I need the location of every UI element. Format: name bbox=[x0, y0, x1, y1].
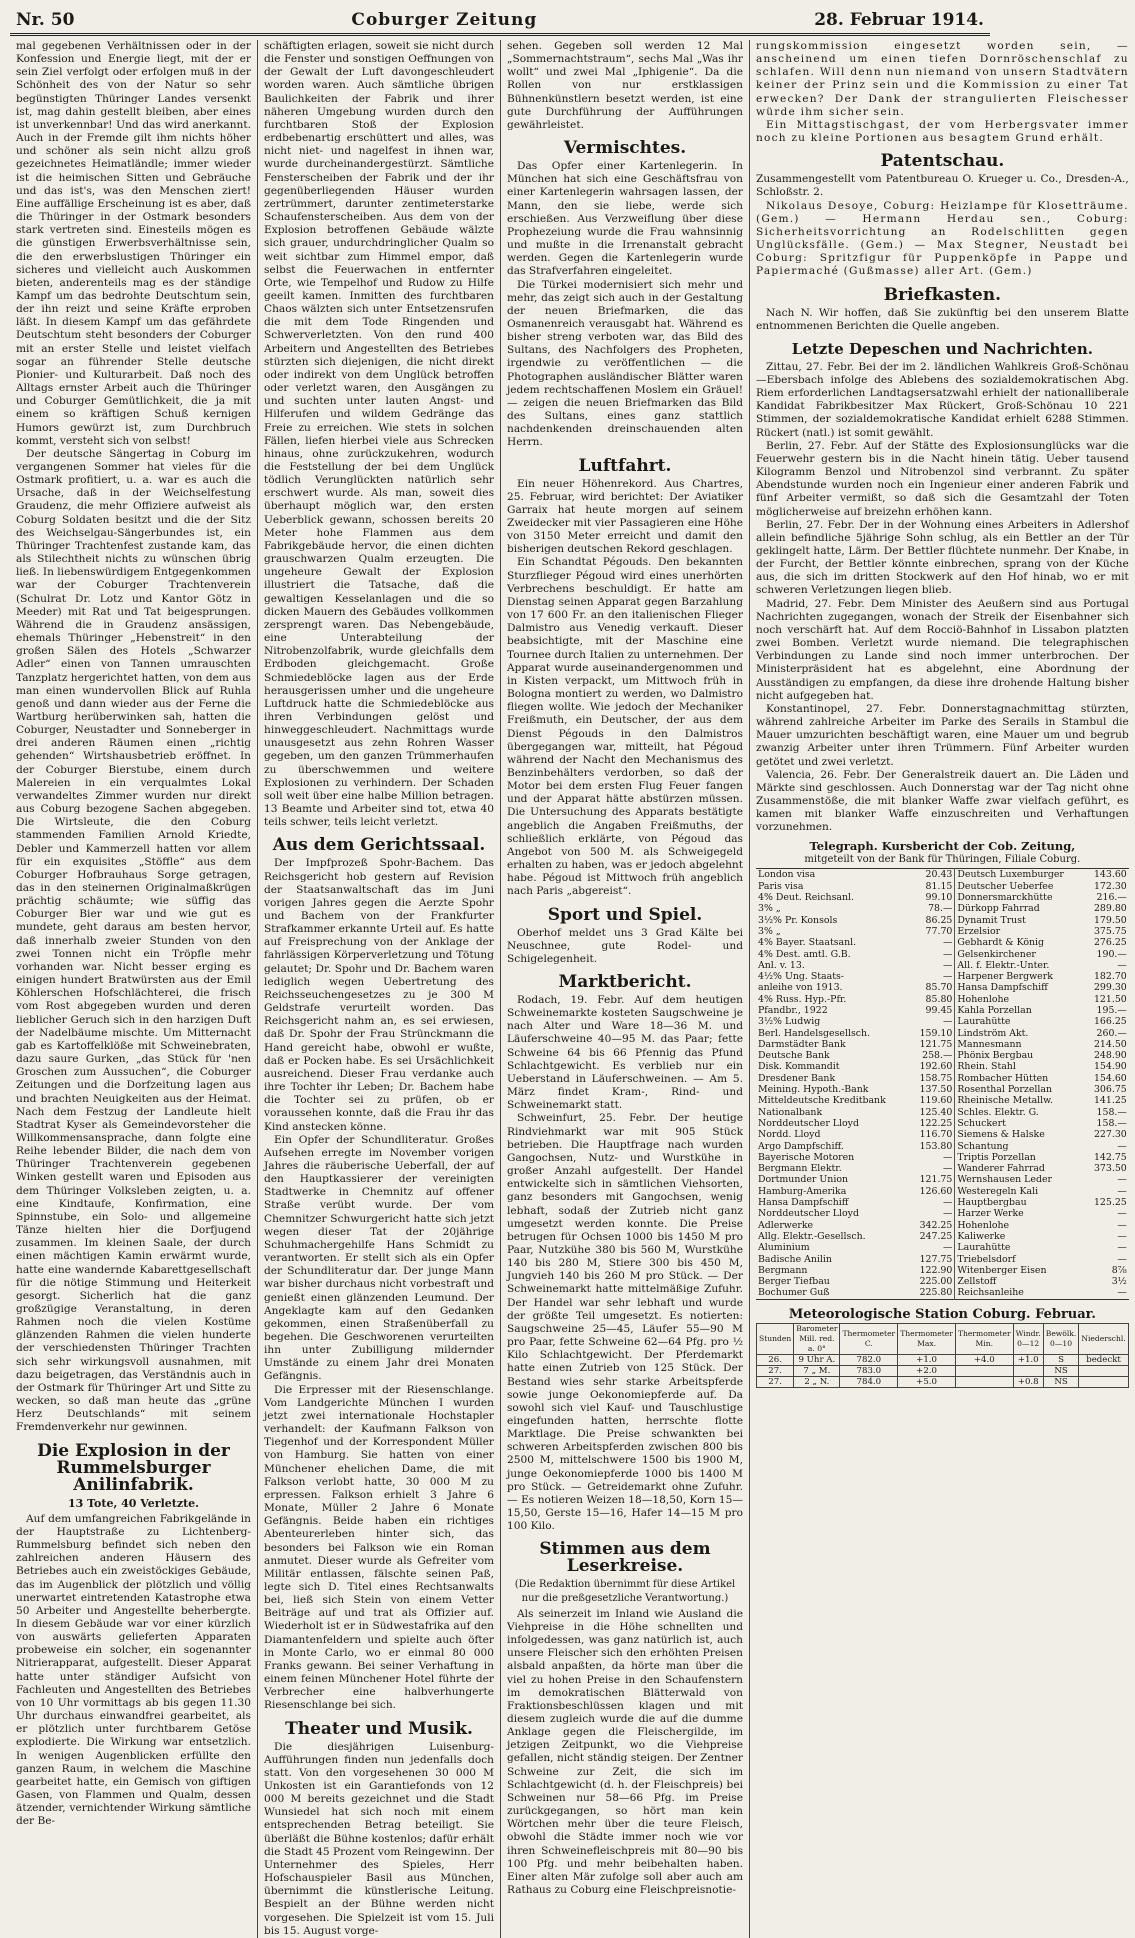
stock-name: Darmstädter Bank bbox=[758, 1038, 846, 1050]
stock-value: 153.80 bbox=[911, 1141, 955, 1152]
weather-header: Bewölk. 0—10 bbox=[1043, 1323, 1079, 1354]
stock-name: Deutsche Bank bbox=[758, 1050, 830, 1062]
weather-cell: 2 „ N. bbox=[794, 1376, 840, 1387]
stock-name: Mannesmann bbox=[957, 1038, 1022, 1050]
stock-name: Meining. Hypoth.-Bank bbox=[758, 1084, 869, 1096]
stock-row bbox=[756, 1028, 1129, 1039]
stock-name: Badische Anilin bbox=[758, 1253, 832, 1265]
stock-name: Westeregeln Kali bbox=[957, 1185, 1039, 1197]
weather-header: Windr. 0—12 bbox=[1013, 1323, 1043, 1354]
stock-value: 126.60 bbox=[911, 1186, 955, 1197]
article-paragraph: Die Türkei modernisiert sich mehr und mehr, das zeigt sich auch in der Gestaltung der neuen Briefmarken, die das Osmanenreich verausgabt hat. Während es bisher streng verboten war, das Bild des Sultans, des Nachfolgers des Propheten, irgendwie zu veröffentlichen — die Photographen ausländischer Blätter waren jedem rechtschaffenen Moslem ein Gräuel! — zeigen die neuen Briefmarken das Bild des Sultans, eines ganz stattlich nachdenkenden dreinschauenden alten Herrn. bbox=[507, 278, 743, 449]
stock-name: Gebhardt & König bbox=[957, 937, 1045, 949]
stock-row bbox=[756, 1163, 1129, 1174]
article-paragraph: Ein Opfer der Schundliteratur. Großes Aufsehen erregte im November vorigen Jahres die räuberische Ueberfall, der auf den Hauptkassierer der vereinigten Stadtwerke in Chemnitz auf offener Straße verübt wurde. Der vom Chemnitzer Schwurgericht hatte sich jetzt wegen dieser Tat der 20jährige Schuhmachergehilfe Hans Schmidt zu verantworten. Er stellt sich als ein Opfer der Schundliteratur dar. Der junge Mann war bisher durchaus nicht vorbestraft und genießt einen glänzenden Leumund. Der Angeklagte kam auf den Gedanken gekommen, einen Straßenüberfall zu begehen. Die Geschworenen verurteilten ihn unter Zubilligung mildernder Umstände zu einem Jahr drei Monaten Gefängnis. bbox=[264, 1133, 494, 1383]
weather-cell: 27. bbox=[757, 1365, 794, 1376]
stock-name: Bergmann bbox=[758, 1264, 808, 1276]
stock-value: 258.— bbox=[911, 1050, 955, 1061]
weather-header: Barometer Mill. red. a. 0° bbox=[794, 1323, 840, 1354]
stock-value: — bbox=[1117, 1185, 1127, 1197]
stock-value: 227.30 bbox=[1093, 1129, 1127, 1141]
stock-name: 3% „ bbox=[758, 903, 781, 915]
weather-row bbox=[757, 1365, 1129, 1376]
stock-value: — bbox=[1117, 1287, 1127, 1299]
stock-value: 248.90 bbox=[1093, 1050, 1127, 1062]
stock-row bbox=[756, 1220, 1129, 1231]
weather-cell: 784.0 bbox=[840, 1376, 898, 1387]
stock-name: Anl. v. 13. bbox=[758, 959, 805, 971]
stock-value: 190.— bbox=[1096, 948, 1127, 960]
weather-cell: 783.0 bbox=[840, 1365, 898, 1376]
stock-value: — bbox=[911, 1016, 955, 1027]
stock-row bbox=[756, 1118, 1129, 1129]
stock-name: Bergmann Elektr. bbox=[758, 1163, 842, 1175]
weather-cell: 9 Uhr A. bbox=[794, 1354, 840, 1365]
stock-value: 121.75 bbox=[911, 1174, 955, 1185]
stock-value: 182.70 bbox=[1093, 971, 1127, 983]
newspaper-title: Coburger Zeitung bbox=[351, 10, 538, 30]
weather-cell bbox=[1079, 1365, 1128, 1376]
stock-value: — bbox=[911, 1163, 955, 1174]
weather-cell: 782.0 bbox=[840, 1354, 898, 1365]
section-heading: Marktbericht. bbox=[558, 972, 692, 992]
stock-name: Harpener Bergwerk bbox=[957, 971, 1053, 983]
stock-row bbox=[756, 1152, 1129, 1163]
stock-row bbox=[756, 1141, 1129, 1152]
stock-value: — bbox=[911, 960, 955, 971]
stock-value: 143.60 bbox=[1093, 869, 1127, 881]
stock-name: 4% Russ. Hyp.-Pfr. bbox=[758, 993, 847, 1005]
stock-row bbox=[756, 971, 1129, 982]
stock-value: — bbox=[1117, 1219, 1127, 1231]
article-subheading: 13 Tote, 40 Verletzte. bbox=[67, 1496, 199, 1510]
stock-value: 216.— bbox=[1096, 892, 1127, 904]
stock-row bbox=[756, 1197, 1129, 1208]
stock-value: 137.50 bbox=[911, 1084, 955, 1095]
stock-name: Witenberger Eisen bbox=[957, 1264, 1047, 1276]
stock-row bbox=[756, 881, 1129, 892]
stock-name: 3% „ bbox=[758, 925, 781, 937]
weather-cell: 27. bbox=[757, 1376, 794, 1387]
article-paragraph: Als seinerzeit im Inland wie Ausland die Viehpreise in die Höhe schnellten und infolgedessen, was ganz natürlich ist, auch unsere Fleischer sich den erhöhten Preisen alsbald anpaßten, da hörte man über die viel zu hohen Preise in den Schaufenstern im demokratischen Blätterwald von Fraktionsbeschlüssen klagen und mit diesem zugleich wurde die auf die dumme Anklage gegen die Fleischergilde, im jetzigen Zeitpunkt, wo die Viehpreise gefallen, nicht ständig steigen. Der Zentner Schweine zur Zeit, die sich im Schlachtgewicht (d. h. der Fleischpreis) bei Schweinen nur 58—66 Pfg. im Preise zurückgegangen, so hört man kein Wörtchen mehr über die teure Fleisch, obwohl die Städte immer noch wie vor ihren Schweinefleischpreis mit 80—90 bis 100 Pfg. und mehr beibehalten haben. Einer alten Mär zufolge soll aber auch am Rathaus zu Coburg eine Fleischpreisnotie- bbox=[507, 1607, 743, 1896]
article-paragraph: Ein neuer Höhenrekord. Aus Chartres, 25. Februar, wird berichtet: Der Aviatiker Garraix hat heute morgen auf seinem Zweidecker mit vier Passagieren eine Höhe von 3150 Meter erreicht und damit den bisherigen deutschen Rekord geschlagen. bbox=[507, 477, 743, 556]
stock-value: 195.— bbox=[1096, 1005, 1127, 1016]
stock-name: Rombacher Hütten bbox=[957, 1072, 1049, 1084]
stock-value: 299.30 bbox=[1093, 982, 1127, 994]
stock-name: Gelsenkirchener bbox=[957, 948, 1036, 960]
stock-name: Rosenthal Porzellan bbox=[957, 1084, 1053, 1096]
stock-row bbox=[756, 1254, 1129, 1265]
article-heading: Die Explosion in der Rummelsburger Anilinfabrik. bbox=[37, 1440, 230, 1495]
stock-value: — bbox=[911, 949, 955, 960]
stock-row bbox=[756, 892, 1129, 903]
stock-name: Schantung bbox=[957, 1140, 1009, 1152]
issue-date: 28. Februar 1914. bbox=[814, 10, 984, 30]
stock-name: Aluminium bbox=[758, 1242, 810, 1254]
weather-cell: 26. bbox=[757, 1354, 794, 1365]
article-paragraph: Rodach, 19. Febr. Auf dem heutigen Schweinemarkte kosteten Saugschweine je nach Alter und Ware 18—36 M. und Läuferschweine 40—95 M. das Paar; fette Schweine 64 bis 66 Pfennig das Pfund Schlachtgewicht. Es verblieb nur ein Ueberstand in Läuferschweinen. — Am 5. März findet Kram-, Rind- und Schweinemarkt statt. bbox=[507, 994, 743, 1112]
weather-table bbox=[756, 1323, 1129, 1388]
section-heading: Stimmen aus dem Leserkreise. bbox=[539, 1539, 711, 1577]
stock-name: Deutsch Luxemburger bbox=[957, 869, 1064, 881]
stock-name: Hauptbergbau bbox=[957, 1197, 1027, 1209]
stock-name: All. f. Elektr.-Unter. bbox=[957, 959, 1050, 971]
stock-name: Wanderer Fahrrad bbox=[957, 1163, 1045, 1175]
stock-name: Hamburg-Amerika bbox=[758, 1185, 847, 1197]
section-heading: Letzte Depeschen und Nachrichten. bbox=[791, 339, 1093, 358]
stock-report-title: Telegraph. Kursbericht der Cob. Zeitung, bbox=[809, 839, 1076, 854]
stock-name: Reichsanleihe bbox=[957, 1287, 1024, 1299]
article-paragraph: Berlin, 27. Febr. Auf der Stätte des Explosionsunglücks war die Feuerwehr gestern bis in die Nacht hinein tätig. Ueber tausend Kilogramm Benzol und Nitrobenzol sind verbrannt. Zu später Abendstunde wurden noch ein Ingenieur einer anderen Fabrik und fünf Arbeiter vermißt, so daß sich die Gesamtzahl der Toten möglicherweise auf breizehn erhöhen kann. bbox=[756, 439, 1129, 518]
weather-cell: +1.0 bbox=[1013, 1354, 1043, 1365]
stock-name: Harzer Werke bbox=[957, 1208, 1024, 1220]
stock-name: anleihe von 1913. bbox=[758, 982, 843, 994]
article-paragraph: Nach N. Wir hoffen, daß Sie zukünftig bei den unserem Blatte entnommenen Berichten die Quelle angeben. bbox=[756, 306, 1129, 332]
stock-name: Schuckert bbox=[957, 1117, 1006, 1129]
stock-name: Wernshausen Leder bbox=[957, 1174, 1052, 1186]
stock-name: Donnersmarckhütte bbox=[957, 892, 1053, 904]
stock-value: 81.15 bbox=[911, 881, 955, 892]
section-heading: Sport und Spiel. bbox=[547, 904, 703, 925]
stock-name: Hansa Dampfschiff bbox=[957, 982, 1048, 994]
article-paragraph: Berlin, 27. Febr. Der in der Wohnung eines Arbeiters in Adlershof allein befindliche 5jährige Sohn schlug, als ein Bettler an der Tür geklingelt hatte, Lärm. Der Bettler flüchtete nunmehr. Der Knabe, in der Furcht, der Bettler könnte einbrechen, sprang von der Küche aus, die sich im dritten Stockwerk auf den Hof hinab, wo er mit schweren Verletzungen liegen blieb. bbox=[756, 518, 1129, 597]
stock-value: 375.75 bbox=[1093, 925, 1127, 937]
stock-name: Lindström Akt. bbox=[957, 1027, 1029, 1039]
stock-name: Dortmunder Union bbox=[758, 1174, 849, 1186]
column-2 bbox=[258, 40, 501, 1938]
weather-cell: NS bbox=[1043, 1365, 1079, 1376]
stock-name: Kahla Porzellan bbox=[957, 1005, 1032, 1016]
article-paragraph: Die Erpresser mit der Riesenschlange. Vom Landgerichte München I wurden jetzt zwei internationale Hochstapler verhandelt: der Kaufmann Falkson von Tiegenhof und der Korrespondent Müller von Hamburg. Sie hatten von einer Münchener ehelichen Dame, die mit Falkson verlobt hatte, 30 000 M zu erpressen. Falkson erhielt 3 Jahre 6 Monate, Müller 2 Jahre 6 Monate Gefängnis. Beide haben ein richtiges Abenteurerleben hinter sich, das besonders bei Falkson wie ein Roman anmutet. Dieser wurde als Gefreiter vom Militär entlassen, fälschte seinen Paß, legte sich D. Titel eines Rechtsanwalts bei, ließ sich Stein von einem Vetter Beiträge auf und trat als Offizier auf. Wiederholt ist er in Südwestafrika auf den Diamantenfeldern und spielte auch öfter in Monte Carlo, wo er einmal 80 000 Franks gewann. Bei seiner Verhaftung in einem feinen Münchener Hotel führte der Verbrecher eine halbverhungerte Riesenschlange bei sich. bbox=[264, 1383, 494, 1712]
stock-value: — bbox=[911, 1197, 955, 1208]
stock-row bbox=[756, 1242, 1129, 1253]
section-heading: Vermischtes. bbox=[563, 138, 687, 159]
section-heading: Luftfahrt. bbox=[578, 455, 672, 476]
stock-name: Rhein. Stahl bbox=[957, 1061, 1016, 1073]
weather-cell bbox=[955, 1376, 1013, 1387]
stock-name: Zellstoff bbox=[957, 1276, 997, 1288]
article-paragraph: rungskommission eingesetzt worden sein, — anscheinend um einen tiefen Dornröschenschlaf zu schlafen. Will denn nun niemand von unsern Stadtvätern keiner der Prinz sein und die Kommission zu einer Tat erwecken? Der Dank der strangulierten Fleischesser würde ihm sicher sein. bbox=[756, 40, 1129, 118]
stock-name: Norddeutscher Lloyd bbox=[758, 1208, 859, 1220]
weather-row bbox=[757, 1354, 1129, 1365]
stock-name: Triebelsdorf bbox=[957, 1253, 1016, 1265]
stock-value: — bbox=[1117, 1174, 1127, 1186]
stock-value: 373.50 bbox=[1093, 1163, 1127, 1175]
stock-value: 276.25 bbox=[1093, 937, 1127, 949]
stock-value: 127.75 bbox=[911, 1254, 955, 1265]
stock-name: Laurahütte bbox=[957, 1242, 1011, 1254]
stock-row bbox=[756, 960, 1129, 971]
stock-name: Nordd. Lloyd bbox=[758, 1129, 821, 1141]
section-heading: Patentschau. bbox=[880, 151, 1005, 172]
stock-name: Rheinische Metallw. bbox=[957, 1095, 1054, 1107]
stock-row bbox=[756, 1186, 1129, 1197]
stock-row bbox=[756, 994, 1129, 1005]
stock-row bbox=[756, 915, 1129, 926]
stock-name: Norddeutscher Lloyd bbox=[758, 1117, 859, 1129]
weather-cell: bedeckt bbox=[1079, 1354, 1128, 1365]
stock-name: 3½% Ludwig bbox=[758, 1016, 821, 1028]
stock-name: Bochumer Guß bbox=[758, 1287, 830, 1299]
stock-value: — bbox=[1117, 959, 1127, 971]
stock-value: — bbox=[911, 971, 955, 982]
stock-report-subtitle: mitgeteilt von der Bank für Thüringen, Filiale Coburg. bbox=[804, 854, 1081, 866]
article-paragraph: Nikolaus Desoye, Coburg: Heizlampe für Klosetträume. (Gem.) — Hermann Herdau sen., Coburg: Sicherheitsvorrichtung an Rodelschlitten gegen Unglücksfälle. (Gem.) — Max Stegner, Neustadt bei Coburg: Spritzfigur für Puppenköpfe in Pappe und Papiermaché (Gußmasse) aller Art. (Gem.) bbox=[756, 199, 1129, 278]
stock-value: — bbox=[1117, 1253, 1127, 1265]
stock-name: Berl. Handelsgesellsch. bbox=[758, 1027, 871, 1039]
article-paragraph: Madrid, 27. Febr. Dem Minister des Aeußern sind aus Portugal Nachrichten zugegangen, wonach der Streik der Eisenbahner sich noch verschärft hat. Auf dem Rocciö-Bahnhof in Lissabon platzten zwei Bomben. Verletzt wurde niemand. Die telegraphischen Verbindungen zu Lande sind noch immer unterbrochen. Der Ministerpräsident hat es abgelehnt, eine Abordnung der Ausständigen zu empfangen, da diese ihre drohende Haltung bisher nicht aufgegeben hat. bbox=[756, 597, 1129, 702]
stock-value: — bbox=[911, 937, 955, 948]
stock-row bbox=[756, 949, 1129, 960]
stock-value: 119.60 bbox=[911, 1095, 955, 1106]
column-1 bbox=[10, 40, 258, 1938]
article-paragraph: sehen. Gegeben soll werden 12 Mal „Sommernachtstraum“, sechs Mal „Was ihr wollt“ und zwei Mal „Iphigenie“. Da die Rollen von nur erstklassigen Bühnenkünstlern besetzt werden, ist eine gute Durchführung der Aufführungen gewährleistet. bbox=[507, 40, 743, 131]
stock-row bbox=[756, 1050, 1129, 1061]
stock-name: Laurahütte bbox=[957, 1016, 1011, 1028]
stock-name: Kaliwerke bbox=[957, 1230, 1006, 1242]
stock-value: 20.43 bbox=[911, 869, 955, 881]
section-heading: Briefkasten. bbox=[883, 284, 1001, 305]
weather-cell: +2.0 bbox=[898, 1365, 956, 1376]
stock-value: 225.80 bbox=[911, 1287, 955, 1299]
stock-value: 306.75 bbox=[1093, 1084, 1127, 1096]
stock-name: Triptis Porzellan bbox=[957, 1151, 1036, 1163]
stock-name: Bayerische Motoren bbox=[758, 1151, 855, 1163]
stock-value: 172.30 bbox=[1093, 880, 1127, 892]
weather-cell bbox=[1079, 1376, 1128, 1387]
stock-value: — bbox=[1117, 1242, 1127, 1254]
weather-header: Thermometer Min. bbox=[955, 1323, 1013, 1354]
stock-value: 166.25 bbox=[1093, 1016, 1127, 1028]
stock-row bbox=[756, 1095, 1129, 1106]
editorial-note: (Die Redaktion übernimmt für diese Artikel nur die preßgesetzliche Verantwortung.) bbox=[514, 1579, 736, 1604]
stock-value: 247.25 bbox=[911, 1231, 955, 1242]
stock-value: 3½ bbox=[1111, 1276, 1127, 1288]
stock-value: 121.50 bbox=[1093, 993, 1127, 1005]
article-paragraph: Zusammengestellt vom Patentbureau O. Krueger u. Co., Dresden-A., Schloßstr. 2. bbox=[756, 173, 1129, 199]
weather-row bbox=[757, 1376, 1129, 1387]
issue-number: Nr. 50 bbox=[16, 10, 75, 30]
stock-name: Hohenlohe bbox=[957, 993, 1010, 1005]
section-heading: Theater und Musik. bbox=[285, 1718, 473, 1739]
stock-row bbox=[756, 982, 1129, 993]
stock-value: 122.90 bbox=[911, 1265, 955, 1276]
stock-name: Adlerwerke bbox=[758, 1219, 814, 1231]
stock-row bbox=[756, 1174, 1129, 1185]
stock-name: Siemens & Halske bbox=[957, 1129, 1045, 1141]
weather-cell: S bbox=[1043, 1354, 1079, 1365]
stock-value: 78.— bbox=[911, 903, 955, 914]
weather-header: Niederschl. bbox=[1079, 1323, 1128, 1354]
stock-name: Berger Tiefbau bbox=[758, 1276, 830, 1288]
stock-value: 192.60 bbox=[911, 1061, 955, 1072]
article-paragraph: Schweinfurt, 25. Febr. Der heutige Rindviehmarkt war mit 905 Stück betrieben. Die Hauptfrage nach wurden Gangochsen, Nutz- und Wurstkühe in großer Anzahl aufgestellt. Der Handel entwickelte sich in sämtlichen Viehsorten, ganz besonders mit Gangochsen, wenig lebhaft, sodaß der Zutrieb nicht ganz umgesetzt werden konnte. Die Preise betrugen für Ochsen 1000 bis 1450 M pro Paar, Nutzkühe 380 bis 560 M, Wurstkühe 140 bis 280 M, Stiere 300 bis 450 M, Jungvieh 140 bis 260 M pro Stück. — Der Schweinemarkt hatte mittelmäßige Zufuhr. Der Handel war sehr lebhaft und wurde der größte Teil umgesetzt. Es notierten: Saugschweine 25—45, Läufer 55—90 M pro Paar, fette Schweine 62—64 Pfg. pro ½ Kilo Schlachtgewicht. Der Pferdemarkt hatte einen Zutrieb von 125 Stück. Der Bestand wies sehr starke Arbeitspferde sowie junge Oekonomiepferde auf. Da sowohl sich viel Kauf- und Tauschlustige eingefunden hatten, herrschte flotte Marktlage. Die Preise schwankten bei schweren Arbeitspferden zwischen 800 bis 2500 M, mittelschwere 1500 bis 1900 M, junge Oekonomiepferde 1000 bis 1400 M pro Stück. — Getreidemarkt ohne Zufuhr. — Es notieren Weizen 18—18,50, Korn 15—15,50, Gerste 15—16, Hafer 14—15 M pro 100 Kilo. bbox=[507, 1112, 743, 1533]
stock-value: 158.75 bbox=[911, 1073, 955, 1084]
stock-row bbox=[756, 1129, 1129, 1140]
stock-name: Dynamit Trust bbox=[957, 914, 1026, 926]
stock-row bbox=[756, 1208, 1129, 1219]
stock-value: — bbox=[911, 1208, 955, 1219]
weather-cell bbox=[955, 1365, 1013, 1376]
article-paragraph: schäftigten erlagen, soweit sie nicht durch die Fenster und sonstigen Oeffnungen von der Gewalt der Luft davongeschleudert worden waren. Auch sämtliche übrigen Baulichkeiten der Fabrik und ihrer näheren Umgebung wurden durch den furchtbaren Stoß der Explosion erdbebenartig erschüttert und alles, was nicht niet- und nagelfest in ihnen war, wurde durcheinandergestürzt. Sämtliche Fensterscheiben der Fabrik und der ihr gegenüberliegenden Häuser wurden zertrümmert, darunter zentimeterstarke Schaufensterscheiben. Aus dem von der Explosion betroffenen Gebäude wälzte sich grauer, undurchdringlicher Qualm so weit sichtbar zum Himmel empor, daß selbst die Feuerwachen in entfernter Orte, wie Tempelhof und Rudow zu Hilfe geeilt kamen. Inmitten des furchtbaren Chaos wälzten sich unter Entsetzensrufen die mit dem Tode Ringenden und Schwerverletzten. Von den rund 400 Arbeitern und Angestellten des Betriebes stürzten sich diejenigen, die nicht direkt oder indirekt von dem Unglück betroffen oder verletzt waren, den Ausgängen zu und suchten unter lauten Angst- und Hilferufen und wildem Gedränge das Freie zu erreichen. Wie stets in solchen Fällen, liefen hierbei viele aus Schrecken hinaus, ohne zurückzukehren, wodurch die Feststellung der bei dem Unglück tödlich Verunglückten natürlich sehr erschwert wurde. Als man, soweit dies überhaupt möglich war, den ersten Ueberblick gewann, schossen bereits 20 Meter hohe Flammen aus dem Fabrikgebäude hervor, die einen dichten grauschwarzen Qualm erzeugten. Die ungeheure Gewalt der Explosion illustriert die Tatsache, daß die gewaltigen Kesselanlagen und die so dicken Mauern des Gebäudes vollkommen zersprengt waren. Das Nebengebäude, eine Unterabteilung der Nitrobenzolfabrik, wurde gleichfalls dem Erdboden gleichgemacht. Große Schmiedeblöcke lagen aus der Erde herausgerissen umher und die ungeheure Luftdruck hatte die Schmiedeblöcke aus ihren Verbindungen gelöst und hinweggeschleudert. Nachmittags wurde unausgesetzt aus zehn Rohren Wasser gegeben, um den ganzen Trümmerhaufen zu überschwemmen und weitere Explosionen zu verhindern. Der Schaden soll weit über eine halbe Million betragen. 13 Beamte und Arbeiter sind tot, etwa 40 teils schwer, teils leicht verletzt. bbox=[264, 40, 494, 829]
column-3 bbox=[501, 40, 750, 1938]
section-heading: Aus dem Gerichtssaal. bbox=[272, 835, 486, 856]
stock-row bbox=[756, 1287, 1129, 1299]
article-paragraph: Die diesjährigen Luisenburg-Aufführungen finden nun jedenfalls doch statt. Von den vorgesehenen 30 000 M Unkosten ist ein Garantiefonds von 12 000 M bereits gezeichnet und die Stadt Wunsiedel hat sich noch mit einem entsprechenden Betrag beteiligt. Sie überläßt die Bühne kostenlos; dafür erhält die Stadt 45 Prozent vom Reingewinn. Der Unternehmer des Spieles, Herr Hofschauspieler Basil aus München, übernimmt die künstlerische Leitung. Bespielt an der Bühne werden nicht vorgesehen. Die Spielzeit ist vom 15. Juli bis 15. August vorge- bbox=[264, 1740, 494, 1937]
stock-name: 4% Deut. Reichsanl. bbox=[758, 892, 854, 904]
weather-header: Stunden bbox=[757, 1323, 794, 1354]
stock-row bbox=[756, 903, 1129, 914]
stock-row bbox=[756, 937, 1129, 948]
stock-name: Dresdener Bank bbox=[758, 1072, 836, 1084]
stock-value: — bbox=[1117, 1140, 1127, 1152]
article-paragraph: Valencia, 26. Febr. Der Generalstreik dauert an. Die Läden und Märkte sind geschlossen. Auch Donnerstag war der Tag nicht ohne Zusammenstöße, die mit blanker Waffe zwar vielfach geführt, es kamen mit blanker Waffe einzuschreiten und Verhaftungen vorzunehmen. bbox=[756, 768, 1129, 834]
stock-row bbox=[756, 869, 1129, 881]
stock-row bbox=[756, 1231, 1129, 1242]
stock-value: 214.50 bbox=[1093, 1038, 1127, 1050]
article-paragraph: Oberhof meldet uns 3 Grad Kälte bei Neuschnee, gute Rodel- und Schigelegenheit. bbox=[507, 926, 743, 965]
stock-name: Erzelsior bbox=[957, 925, 1001, 937]
stock-row bbox=[756, 1265, 1129, 1276]
stock-value: 116.70 bbox=[911, 1129, 955, 1140]
article-paragraph: Der deutsche Sängertag in Coburg im vergangenen Sommer hat vieles für die Ostmark profitiert, u. a. war es auch die Ursache, daß in der Weichselfestung Graudenz, die mehr Offiziere aufweist als Coburg Soldaten besitzt und die der Sitz des Weichselgau-Sängerbundes ist, ein Thüringer Trachtenfest zustande kam, das als Stilechtheit nichts zu wünschen übrig ließ. In liebenswürdigem Entgegenkommen war der Coburger Trachtenverein (Schulrat Dr. Lotz und Kantor Götz in Meeder) mit Rat und Tat beigesprungen. Während die in Graudenz ansässigen, ehemals Thüringer „Hebenstreit“ in den großen Sälen des Hotels „Schwarzer Adler“ einen von Tannen umrauschten Tanzplatz hergerichtet hatten, von dem aus man einen wundervollen Blick auf Ruhla genoß und dann wieder aus der Ferne die Wartburg herüberwinken sah, hatten die Coburger, Neustadter und Sonneberger in drei anderen Räumen einen „richtig gehenden“ Wirtshausbetrieb eröffnet. In der Coburger Bierstube, einem durch Malereien in ein verqualmtes Lokal verwandeltes Zimmer wurden nur direkt aus Coburg bezogene Sachen abgegeben. Die Wirtsleute, die den Coburg stammenden Familien Arnold Kriedte, Debler und Kammerzell hatten vor allem für ein exquisites „Stöffle“ aus dem Coburger Hofbrauhaus Sorge getragen, das in den steinernen Originalmaßkrügen prächtig schäumte; wie süffig das Coburger Bier war und wie gut es mundete, geht daraus am besten hervor, daß innerhalb zweier Stunden von den zwei Tonnen nicht ein Tröpfle mehr vorhanden war. Nicht besser erging es einigen hundert Bratwürsten aus der Emil Köhlerschen Hofschlächterei, die frisch vom Rost abgegeben wurden und deren lieblicher Geruch sich in den harzigen Duft der Nadelbäume mischte. Um Mitternacht gab es Kartoffelklöße mit Schweinebraten, dazu saure Gurken, „das Stück für 'nen Groschen zum Aussuchen“, die Coburger Zeitungen und die Dorfzeitung lagen aus und brachten Neuigkeiten aus der Heimat. Nach dem Festzug der Landleute hielt Stadtrat Kyser als Gemeindevorsteher die Willkommensansprache, dann folgte eine Reihe lebender Bilder, die nach dem von Thüringer Trachtenverein gegebenen Winken gestellt waren und Episoden aus dem Thüringer Volksleben zeigten, u. a. eine Kindtaufe, Konfirmation, eine Spinnstube, ein Solo- und allgemeine Tänze hielten hier die Dorfjugend zusammen. Im kleinen Saale, der durch einen mächtigen Kamin erwärmt wurde, hatte eine wandernde Kabarettgesellschaft für die nötige Stimmung und Heiterkeit gesorgt. Sicherlich hat die ganz großzügige Veranstaltung, in deren Rahmen noch die vielen Kostüme glänzenden Rahmen die vielen hunderte der verschiedensten Thüringer Trachten sich sehr wirkungsvoll ausnahmen, mit dazu beigetragen, das Verständnis auch in der Ostmark für Thüringer Art und Sitte zu wecken, so daß man heute das „grüne Herz Deutschlands“ mit seinem Fremdenverkehr nur gewinnen. bbox=[16, 447, 251, 1434]
stock-row bbox=[756, 926, 1129, 937]
weather-cell: +5.0 bbox=[898, 1376, 956, 1387]
stock-value: 99.45 bbox=[911, 1005, 955, 1016]
stock-value: 125.25 bbox=[1093, 1197, 1127, 1209]
stock-value: 122.25 bbox=[911, 1118, 955, 1129]
stock-value: — bbox=[1117, 1208, 1127, 1220]
stock-value: 142.75 bbox=[1093, 1151, 1127, 1163]
stock-name: Disk. Kommandit bbox=[758, 1061, 840, 1073]
stock-name: London visa bbox=[758, 869, 816, 881]
stock-value: 86.25 bbox=[911, 915, 955, 926]
stock-value: 342.25 bbox=[911, 1220, 955, 1231]
article-paragraph: Konstantinopel, 27. Febr. Donnerstagnachmittag stürzten, während zahlreiche Arbeiter im Parke des Serails in Stambul die Mauer umzurichten beschäftigt waren, eine Mauer um und begrub zwanzig Arbeiter unter ihren Trümmern. Fünf Arbeiter wurden getötet und zwei verletzt. bbox=[756, 702, 1129, 768]
stock-row bbox=[756, 1084, 1129, 1095]
stock-row bbox=[756, 1061, 1129, 1072]
article-paragraph: Das Opfer einer Kartenlegerin. In München hat sich eine Geschäftsfrau von einer Kartenlegerin wahrsagen lassen, der Mann, den sie liebe, werde sich erschießen. Aus Verzweiflung über diese Prophezeiung wurde die Frau wahnsinnig und mußte in die Irrenanstalt gebracht werden. Gegen die Kartenlegerin wurde das Strafverfahren eingeleitet. bbox=[507, 160, 743, 278]
article-paragraph: Der Impfprozeß Spohr-Bachem. Das Reichsgericht hob gestern auf Revision der Staatsanwaltschaft das im Juni vorigen Jahres gegen die Aerzte Spohr und Bachem von der Frankfurter Strafkammer erkannte Urteil auf. Es hatte auf Freisprechung von der Anklage der fahrlässigen Körperverletzung und Tötung gelautet; Dr. Spohr und Dr. Bachem waren lediglich wegen Uebertretung des Reichsseuchengesetzes zu je 300 M Geldstrafe verurteilt worden. Das Reichsgericht nahm an, es sei erwiesen, daß Dr. Spohr der Frau Strünckmann die Hand gereicht habe, obwohl er wußte, daß er Pocken habe. Es sei Ursächlichkeit ausreichend. Dieser Frau verdanke auch ihre Tochter ihr Leben; Dr. Bachem habe die Tochter sei zu prüfen, ob er voraussehen konnte, daß die Frau ihr das Kind anstecken könne. bbox=[264, 857, 494, 1133]
stock-name: Nationalbank bbox=[758, 1106, 823, 1118]
stock-value: 154.60 bbox=[1093, 1072, 1127, 1084]
article-paragraph: Zittau, 27. Febr. Bei der im 2. ländlichen Wahlkreis Groß-Schönau—Ebersbach infolge des Ablebens des sozialdemokratischen Abg. Riem erforderlichen Landtagsersatzwahl erhielt der nationalliberale Kandidat Fabrikbesitzer Max Rückert, Groß-Schönau 10 221 Stimmen, der sozialdemokratische Kandidat erhielt 6288 Stimmen. Rückert (natl.) ist somit gewählt. bbox=[756, 360, 1129, 439]
stock-name: Deutscher Ueberfee bbox=[957, 880, 1054, 892]
weather-header: Thermometer Max. bbox=[898, 1323, 956, 1354]
stock-name: Paris visa bbox=[758, 880, 804, 892]
stock-row bbox=[756, 1073, 1129, 1084]
stock-row bbox=[756, 1107, 1129, 1118]
signature-note: Ein Mittagstischgast, der vom Herbergsvater immer noch zu kleine Portionen aus besagtem Grund erhält. bbox=[756, 118, 1129, 145]
article-paragraph: Auf dem umfangreichen Fabrikgelände in der Hauptstraße zu Lichtenberg-Rummelsburg befindet sich neben den zahlreichen anderen Häusern des Betriebes auch ein zweistöckiges Gebäude, das im Augenblick der plötzlich und völlig unerwartet eintretenden Katastrophe etwa 50 Arbeiter und Angestellte beherbergte. In diesem Gebäude war vor einer kürzlich von auswärts gelieferten Apparaten probeweise ein solcher, ein sogenannter Nitrierapparat, aufgestellt. Dieser Apparat hatte unter ständiger Aufsicht von Fachleuten und Angestellten des Betriebes von 10 Uhr vormittags ab bis gegen 11.30 Uhr durchaus einwandfrei gearbeitet, als er plötzlich unter furchtbarem Getöse explodierte. Die Wirkung war entsetzlich. In wenigen Augenblicken erfüllte den ganzen Raum, in welchem die Maschine gearbeitet hatte, ein Gemisch von giftigen Gasen, von Flammen und Qualm, dessen ätzender, vernichtender Wirkung sämtliche der Be- bbox=[16, 1512, 251, 1828]
stock-value: — bbox=[911, 1152, 955, 1163]
stock-value: 141.25 bbox=[1093, 1095, 1127, 1107]
stock-row bbox=[756, 1276, 1129, 1287]
weather-cell: +1.0 bbox=[898, 1354, 956, 1365]
stock-row bbox=[756, 1016, 1129, 1027]
stock-value: 225.00 bbox=[911, 1276, 955, 1287]
stock-name: Mitteldeutsche Kreditbank bbox=[758, 1095, 886, 1107]
stock-value: 85.80 bbox=[911, 994, 955, 1005]
stock-value: 8⅞ bbox=[1111, 1264, 1127, 1276]
stock-name: 4% Bayer. Staatsanl. bbox=[758, 937, 857, 949]
stock-name: Phönix Bergbau bbox=[957, 1050, 1034, 1062]
stock-value: 289.80 bbox=[1093, 903, 1127, 915]
weather-cell: +0.8 bbox=[1013, 1376, 1043, 1387]
stock-value: 179.50 bbox=[1093, 914, 1127, 926]
weather-cell: 7 „ M. bbox=[794, 1365, 840, 1376]
stock-row bbox=[756, 1039, 1129, 1050]
stock-table bbox=[756, 868, 1129, 1299]
stock-value: — bbox=[911, 1242, 955, 1253]
stock-name: Schles. Elektr. G. bbox=[957, 1106, 1039, 1118]
stock-value: 159.10 bbox=[911, 1028, 955, 1039]
weather-cell bbox=[1013, 1365, 1043, 1376]
weather-cell: NS bbox=[1043, 1376, 1079, 1387]
stock-name: 4½% Ung. Staats- bbox=[758, 971, 844, 983]
stock-value: 158.— bbox=[1096, 1117, 1127, 1129]
stock-name: Hansa Dampfschiff bbox=[758, 1197, 849, 1209]
stock-value: 85.70 bbox=[911, 982, 955, 993]
weather-header: Thermometer C. bbox=[840, 1323, 898, 1354]
stock-name: 3½% Pr. Konsols bbox=[758, 914, 838, 926]
stock-value: 158.— bbox=[1096, 1106, 1127, 1118]
masthead bbox=[10, 8, 990, 36]
weather-station-title: Meteorologische Station Coburg. Februar. bbox=[788, 1306, 1096, 1322]
weather-cell: +4.0 bbox=[955, 1354, 1013, 1365]
column-4 bbox=[750, 40, 1135, 1938]
columns bbox=[10, 40, 1129, 1937]
stock-value: 154.90 bbox=[1093, 1061, 1127, 1073]
stock-name: 4% Dest. amtl. G.B. bbox=[758, 948, 851, 960]
article-paragraph: mal gegebenen Verhältnissen oder in der Konfession und Energie liegt, mit der er sein Ziel verfolgt oder erfolgen muß in der Schönheit des von der Natur so sehr begünstigten Thüringer Landes versenkt ist, mag dahin gestellt bleiben, aber eines ist unverkennbar! Und das wird anerkannt. Auch in der Fremde gilt ihm nichts höher und schöner als sein nicht allzu groß gezeichnetes Heimatländle; immer wieder ist die heimischen Sitten und Gebräuche und das ist's, was den Menschen ziert! Eine auffällige Erscheinung ist es aber, daß die Thüringer in der Ostmark besonders stark vertreten sind. Einesteils mögen es die günstigen Erwerbsverhältnisse sein, die den erwerbslustigen Thüringer ein sicheres und vielleicht auch Auskommen bieten, anderenteils mag es der ständige Kampf um das bedrohte Deutschtum sein, der ihn reizt und seine Kräfte erproben läßt. In diesem Kampf um das gefährdete Deutschtum steht besonders der Coburger mit an erster Stelle und leistet vielfach sogar an führender Stelle deutsche Pionier- und Kulturarbeit. Daß noch des Alltags ernster Arbeit auch die Thüringer und Coburger Gemütlichkeit, die ja mit einem so kräftigen Schuß kernigen Humors gewürzt ist, zum Durchbruch kommt, versteht sich von selbst! bbox=[16, 40, 251, 447]
stock-row bbox=[756, 1005, 1129, 1016]
stock-value: 121.75 bbox=[911, 1039, 955, 1050]
stock-name: Argo Dampfschiff. bbox=[758, 1140, 844, 1152]
stock-name: Dürkopp Fahrrad bbox=[957, 903, 1040, 915]
article-paragraph: Ein Schandtat Pégouds. Den bekannten Sturzflieger Pégoud wird eines unerhörten Verbrechens beschuldigt. Er hatte am Dienstag seinen Apparat gegen Barzahlung von 17 600 Fr. an den italienischen Flieger Dalmistro aus Venedig verkauft. Dieser beabsichtigte, mit der Maschine eine Tournee durch Italien zu unternehmen. Der Apparat wurde auseinandergenommen und in Kisten verpackt, um Mittwoch früh in Bologna montiert zu werden, wo Dalmistro fliegen wollte. Wie jedoch der Mechaniker Freißmuth, ein Deutscher, der aus dem Dienst Pégouds in den Dalmistros übergegangen war, mitteilt, hat Pégoud während der Nacht den Mechanismus des Benzinbehälters verdorben, so daß der Motor bei dem ersten Flug Feuer fangen und der Apparat hätte abstürzen müssen. Die Untersuchung des Apparats bestätigte angeblich die Angaben Freißmuths, der schließlich erklärte, von Pégoud das Angebot von 500 M. als Schweigegeld erhalten zu haben, was er jedoch abgelehnt habe. Pégoud ist Mittwoch früh angeblich nach Paris „abgereist“. bbox=[507, 556, 743, 898]
stock-name: Hohenlohe bbox=[957, 1219, 1010, 1231]
stock-value: — bbox=[1117, 1230, 1127, 1242]
stock-name: Allg. Elektr.-Gesellsch. bbox=[758, 1230, 866, 1242]
stock-value: 99.10 bbox=[911, 892, 955, 903]
stock-value: 77.70 bbox=[911, 926, 955, 937]
stock-value: 125.40 bbox=[911, 1107, 955, 1118]
stock-name: Pfandbr., 1922 bbox=[758, 1005, 828, 1016]
stock-value: 260.— bbox=[1096, 1027, 1127, 1039]
